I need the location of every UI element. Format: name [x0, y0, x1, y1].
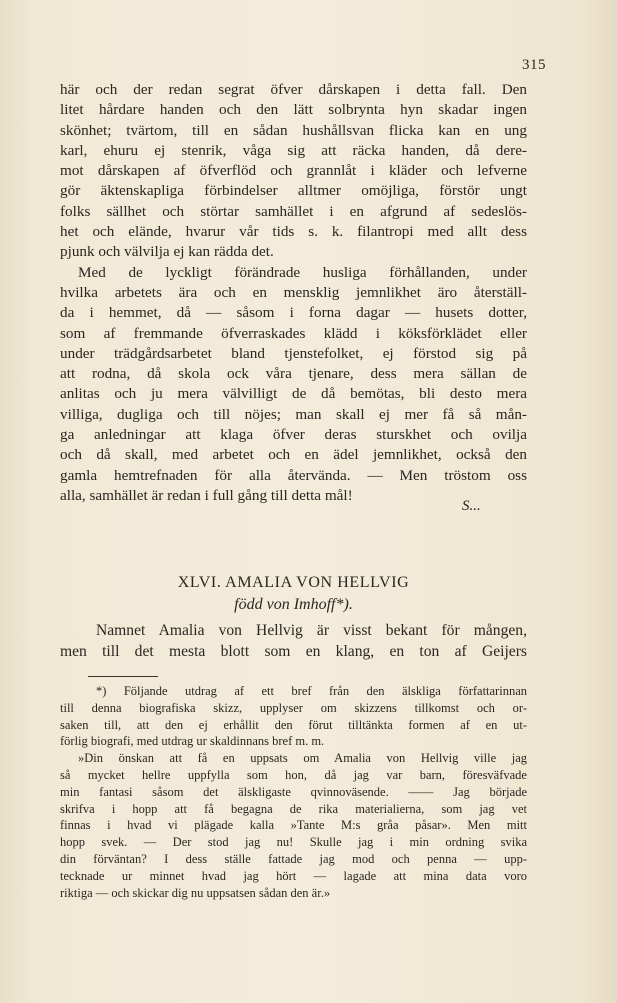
footnote-line: saken till, att den ej erhållit den förut tilltänkta formen af en ut-: [60, 717, 527, 732]
text-line: pjunk och välvilja ej kan rädda det.: [60, 243, 274, 261]
text-line: Med de lyckligt förändrade husliga förhållanden, under: [78, 263, 527, 281]
footnote-line: din förväntan? I dess ställe fattade jag mod och penna — upp-: [60, 851, 527, 866]
chapter-title: XLVI. AMALIA VON HELLVIG: [177, 574, 410, 591]
footnote-divider: [88, 676, 158, 677]
text-line: mot dårskapen af öfverflöd och grannlåt i kläder och lefverne: [60, 162, 527, 180]
footnote-line: finnas i hvad vi plägade kalla »Tante M:s gråa påsar». Men mitt: [60, 818, 527, 833]
text-line: här och der redan segrat öfver dårskapen i detta fall. Den: [60, 81, 527, 98]
text-line: att rodna, då skola ock våra tjenare, dess mera sällan de: [60, 365, 527, 383]
footnote-line: *) Följande utdrag af ett bref från den älskliga författarinnan: [96, 684, 527, 698]
footnote-line: skrifva i hopp att få begagna de rika materialierna, som jag vet: [60, 801, 527, 816]
text-line: karl, ehuru ej stenrik, våga sig att räcka handen, då dere-: [60, 141, 527, 159]
text-line: Namnet Amalia von Hellvig är visst bekant för mången,: [96, 622, 527, 639]
text-line: het och elände, hvarur vår tids s. k. filantropi med allt dess: [60, 223, 527, 241]
paragraph-1: [60, 80, 527, 263]
footnote-line: hopp svek. — Der stod jag nu! Skulle jag i min ordning svika: [60, 835, 527, 850]
text-line: litet hårdare handen och den lätt solbrynta hyn skadar ingen: [60, 101, 527, 119]
text-line: ga anledningar att klaga öfver deras sturskhet och ovilja: [60, 426, 527, 444]
footnote-line: så mycket hellre uppfylla som hon, då jag var barn, föresväfvade: [60, 767, 527, 782]
text-line: och då skall, med arbetet och en ädel jemnlikhet, också den: [60, 446, 527, 464]
footnote-line: tecknade ur minnet hvad jag hört — lagade att mina data voro: [60, 868, 527, 883]
text-line: folks sällhet och störtar samhället i en afgrund af sedeslös-: [60, 202, 527, 220]
text-line: gör äktenskapliga förbindelser alltmer omöjliga, förstör ungt: [60, 182, 527, 200]
text-line: villiga, dugliga och till nöjes; man skall ej mer få så mån-: [60, 405, 527, 423]
author-signature: S...: [462, 498, 481, 514]
footnote-line: min fantasi såsom det älskligaste qvinnoväsende. —— Jag började: [60, 784, 527, 799]
text-line: som af fremmande öfverraskades klädd i köksförklädet eller: [60, 324, 527, 342]
page-number: 315: [522, 57, 546, 73]
chapter-subtitle: född von Imhoff*).: [234, 596, 353, 613]
text-line: anlitas och ju mera välvilligt de då bemötas, bli desto mera: [60, 385, 527, 403]
footnote-line: »Din önskan att få en uppsats om Amalia von Hellvig ville jag: [78, 751, 527, 766]
text-line: da i hemmet, då — såsom i forna dagar — husets dotter,: [60, 304, 527, 322]
footnote-2: [60, 750, 527, 901]
text-line: skönhet; tvärtom, till en sådan hushållsvan flicka kan en ung: [60, 121, 527, 139]
footnote-line: förlig biografi, med utdrag ur skaldinnans bref m. m.: [60, 734, 325, 749]
footnote-line: riktiga — och skickar dig nu uppsatsen sådan den är.»: [60, 885, 331, 900]
text-line: alla, samhället är redan i full gång till detta mål!: [60, 486, 353, 504]
text-line: men till det mesta blott som en klang, en ton af Geijers: [60, 643, 527, 660]
footnote-1: [60, 683, 527, 750]
text-line: under trädgårdsarbetet bland tjenstefolket, ej förstod sig på: [60, 344, 527, 362]
footnotes: [60, 683, 527, 901]
paragraph-2: [60, 263, 527, 507]
text-line: hvilka arbetets ära och en mensklig jemnlikhet äro återställ-: [60, 283, 527, 301]
paragraph-3: [60, 620, 527, 662]
text-line: gamla hemtrefnaden för alla återvända. — Men tröstom oss: [60, 466, 527, 484]
footnote-line: till denna biografiska skizz, upplyser om skizzens tillkomst och or-: [60, 700, 527, 715]
body-text-top: [60, 80, 527, 506]
